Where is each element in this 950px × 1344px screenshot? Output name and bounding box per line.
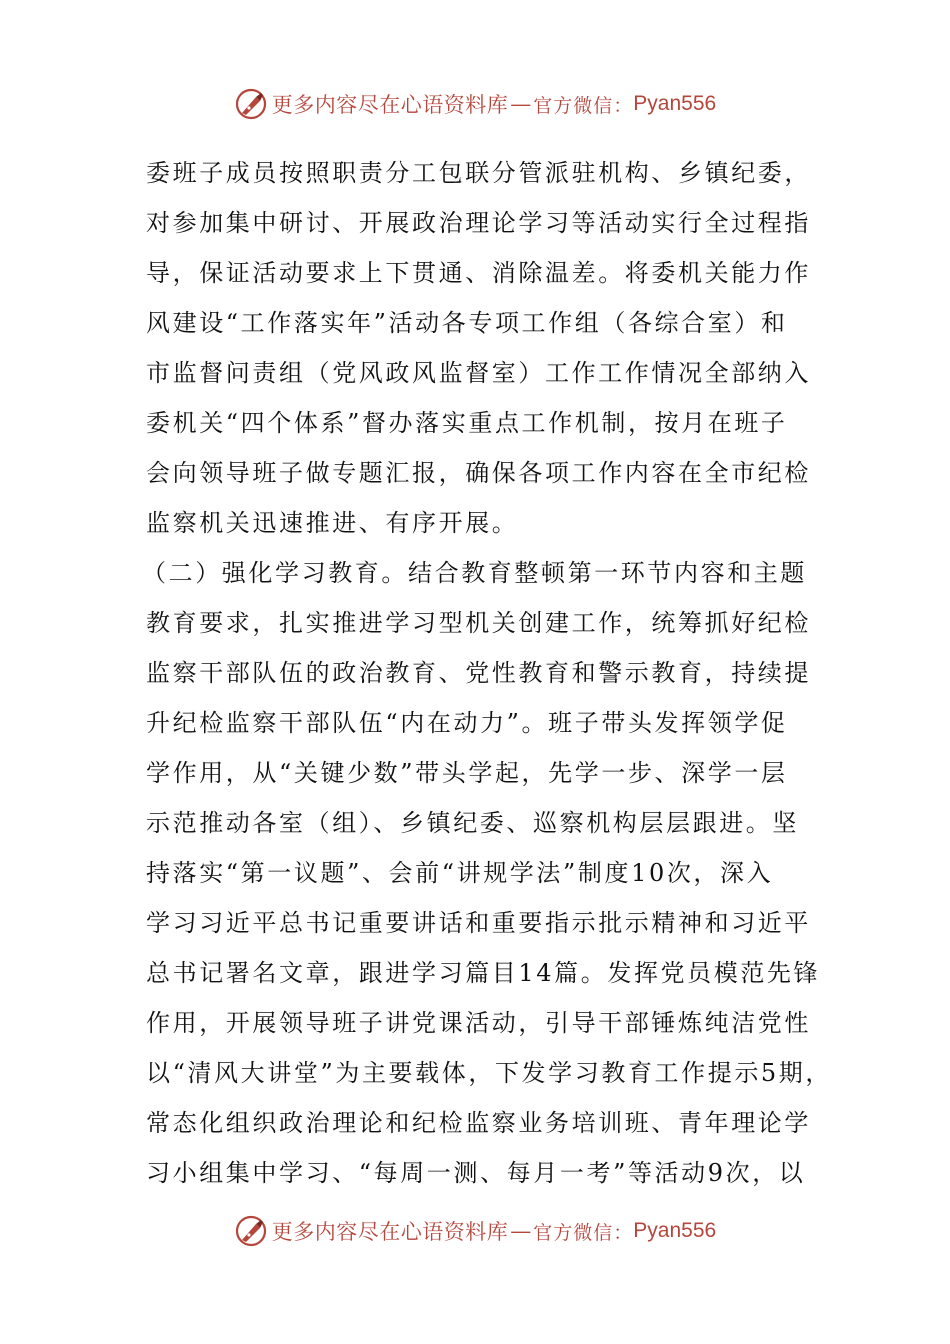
footer-wechat-label: 官方微信： xyxy=(533,1221,634,1244)
body-line: 总书记署名文章，跟进学习篇目14篇。发挥党员模范先锋 xyxy=(146,959,821,987)
body-line: 委机关“四个体系”督办落实重点工作机制，按月在班子 xyxy=(146,409,788,437)
body-line: 监察干部队伍的政治教育、党性教育和警示教育，持续提 xyxy=(146,659,811,687)
header-promo-text: 更多内容尽在心语资料库 xyxy=(271,93,509,117)
header-wechat-label: 官方微信： xyxy=(533,94,634,117)
body-line: 学习习近平总书记重要讲话和重要指示批示精神和习近平 xyxy=(146,909,811,937)
body-line: 委班子成员按照职责分工包联分管派驻机构、乡镇纪委， xyxy=(146,159,811,187)
header-separator: — xyxy=(510,92,532,116)
body-line: 示范推动各室（组）、乡镇纪委、巡察机构层层跟进。坚 xyxy=(146,809,799,837)
footer-promo-text: 更多内容尽在心语资料库 xyxy=(271,1220,509,1244)
body-line: 以“清风大讲堂”为主要载体，下发学习教育工作提示5期， xyxy=(146,1059,833,1087)
body-line: 常态化组织政治理论和纪检监察业务培训班、青年理论学 xyxy=(146,1109,811,1137)
footer-separator: — xyxy=(510,1219,532,1243)
body-line: 作用，开展领导班子讲党课活动，引导干部锤炼纯洁党性 xyxy=(146,1009,811,1037)
body-line: 对参加集中研讨、开展政治理论学习等活动实行全过程指 xyxy=(146,209,811,237)
body-line: 习小组集中学习、“每周一测、每月一考”等活动9次，以 xyxy=(146,1159,806,1187)
document-body xyxy=(142,148,833,1198)
body-line: 学作用，从“关键少数”带头学起，先学一步、深学一层 xyxy=(146,759,788,787)
section-heading-line: （二）强化学习教育。结合教育整顿第一环节内容和主题 xyxy=(142,559,807,587)
footer-wechat-id: Pyan556 xyxy=(633,1219,717,1242)
footer-banner xyxy=(0,1211,950,1251)
body-line: 导，保证活动要求上下贯通、消除温差。将委机关能力作 xyxy=(146,259,811,287)
body-line: 会向领导班子做专题汇报，确保各项工作内容在全市纪检 xyxy=(146,459,811,487)
body-line: 监察机关迅速推进、有序开展。 xyxy=(146,509,519,537)
body-line: 持落实“第一议题”、会前“讲规学法”制度10次，深入 xyxy=(146,859,774,887)
header-wechat-id: Pyan556 xyxy=(633,92,717,115)
header-banner xyxy=(0,84,950,124)
body-line: 风建设“工作落实年”活动各专项工作组（各综合室）和 xyxy=(146,309,788,337)
pen-nib-logo-icon xyxy=(234,87,268,121)
body-line: 市监督问责组（党风政风监督室）工作工作情况全部纳入 xyxy=(146,359,811,387)
body-line: 教育要求，扎实推进学习型机关创建工作，统筹抓好纪检 xyxy=(146,609,811,637)
body-line: 升纪检监察干部队伍“内在动力”。班子带头发挥领学促 xyxy=(146,709,788,737)
pen-nib-logo-icon xyxy=(234,1214,268,1248)
